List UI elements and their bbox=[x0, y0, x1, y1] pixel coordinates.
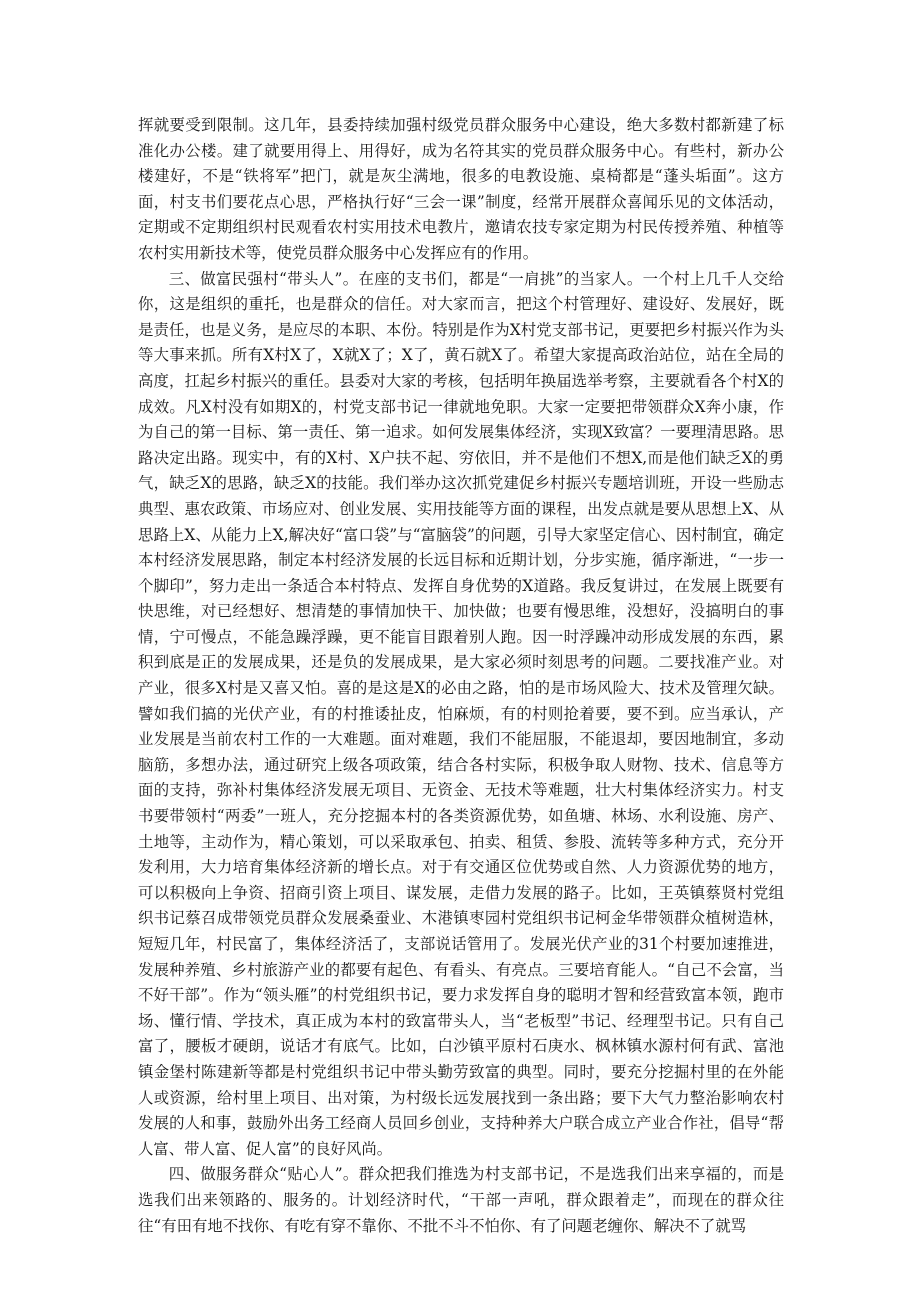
document-page bbox=[138, 113, 784, 1239]
paragraph-section-four: 四、做服务群众“贴心人”。群众把我们推选为村支部书记，不是选我们出来享福的，而是选我们出来领路的、服务的。计划经济时代，“干部一声吼，群众跟着走”，而现在的群众往往“有田有地不找你、有吃有穿不靠你、不批不斗不怕你、有了问题老缠你、解决不了就骂 bbox=[138, 1165, 784, 1235]
paragraph-intro-continuation: 挥就要受到限制。这几年，县委持续加强村级党员群众服务中心建设，绝大多数村都新建了标准化办公楼。建了就要用得上、用得好，成为名符其实的党员群众服务中心。有些村，新办公楼建好，不是“铁将军”把门，就是灰尘满地，很多的电教设施、桌椅都是“蓬头垢面”。这方面，村支书们要花点心思，严格执行好“三会一课”制度，经常开展群众喜闻乐见的文体活动，定期或不定期组织村民观看农村实用技术电教片，邀请农技专家定期为村民传授养殖、种植等农村实用新技术等，使党员群众服务中心发挥应有的作用。 bbox=[138, 116, 784, 262]
paragraph-section-three: 三、做富民强村“带头人”。在座的支书们，都是“一肩挑”的当家人。一个村上几千人交给你，这是组织的重托，也是群众的信任。对大家而言，把这个村管理好、建设好、发展好，既是责任，也是义务，是应尽的本职、本份。特别是作为X村党支部书记，更要把乡村振兴作为头等大事来抓。所有X村X了，X就X了；X了，黄石就X了。希望大家提高政治站位，站在全局的高度，扛起乡村振兴的重任。县委对大家的考核，包括明年换届选举考察，主要就看各个村X的成效。凡X村没有如期X的，村党支部书记一律就地免职。大家一定要把带领群众X奔小康，作为自己的第一目标、第一责任、第一追求。如何发展集体经济，实现X致富？一要理清思路。思路决定出路。现实中，有的X村、X户扶不起、穷依旧，并不是他们不想X,而是他们缺乏X的勇气，缺乏X的思路，缺乏X的技能。我们举办这次抓党建促乡村振兴专题培训班，开设一些励志典型、惠农政策、市场应对、创业发展、实用技能等方面的课程，出发点就是要从思想上X、从思路上X、从能力上X,解决好“富口袋”与“富脑袋”的问题，引导大家坚定信心、因村制宜，确定本村经济发展思路，制定本村经济发展的长远目标和近期计划，分步实施，循序渐进，“一步一个脚印”，努力走出一条适合本村特点、发挥自身优势的X道路。我反复讲过，在发展上既要有快思维，对已经想好、想清楚的事情加快干、加快做；也要有慢思维，没想好，没搞明白的事情，宁可慢点，不能急躁浮躁，更不能盲目跟着别人跑。因一时浮躁冲动形成发展的东西，累积到底是正的发展成果，还是负的发展成果，是大家必须时刻思考的问题。二要找准产业。对产业，很多X村是又喜又怕。喜的是这是X的必由之路，怕的是市场风险大、技术及管理欠缺。譬如我们搞的光伏产业，有的村推诿扯皮，怕麻烦，有的村则抢着要，要不到。应当承认，产业发展是当前农村工作的一大难题。面对难题，我们不能屈服，不能退却，要因地制宜，多动脑筋，多想办法，通过研究上级各项政策，结合各村实际，积极争取人财物、技术、信息等方面的支持，弥补村集体经济发展无项目、无资金、无技术等难题，壮大村集体经济实力。村支书要带领村“两委”一班人，充分挖掘本村的各类资源优势，如鱼塘、林场、水利设施、房产、土地等，主动作为，精心策划，可以采取承包、拍卖、租赁、参股、流转等多种方式，充分开发利用，大力培育集体经济新的增长点。对于有交通区位优势或自然、人力资源优势的地方，可以积极向上争资、招商引资上项目、谋发展，走借力发展的路子。比如，王英镇蔡贤村党组织书记蔡召成带领党员群众发展桑蚕业、木港镇枣园村党组织书记柯金华带领群众植树造林，短短几年，村民富了，集体经济活了，支部说话管用了。发展光伏产业的31个村要加速推进，发展种养殖、乡村旅游产业的都要有起色、有看头、有亮点。三要培育能人。“自己不会富，当不好干部”。作为“领头雁”的村党组织书记，要力求发挥自身的聪明才智和经营致富本领，跑市场、懂行情、学技术，真正成为本村的致富带头人，当“老板型”书记、经理型书记。只有自己富了，腰板才硬朗，说话才有底气。比如，白沙镇平原村石庚水、枫林镇水源村何有武、富池镇金堡村陈建新等都是村党组织书记中带头勤劳致富的典型。同时，要充分挖掘村里的在外能人或资源，给村里上项目、出对策，为村级长远发展找到一条出路；要下大气力整治影响农村发展的人和事，鼓励外出务工经商人员回乡创业，支持种养大户联合成立产业合作社，倡导“帮人富、带人富、促人富”的良好风尚。 bbox=[138, 269, 784, 1158]
